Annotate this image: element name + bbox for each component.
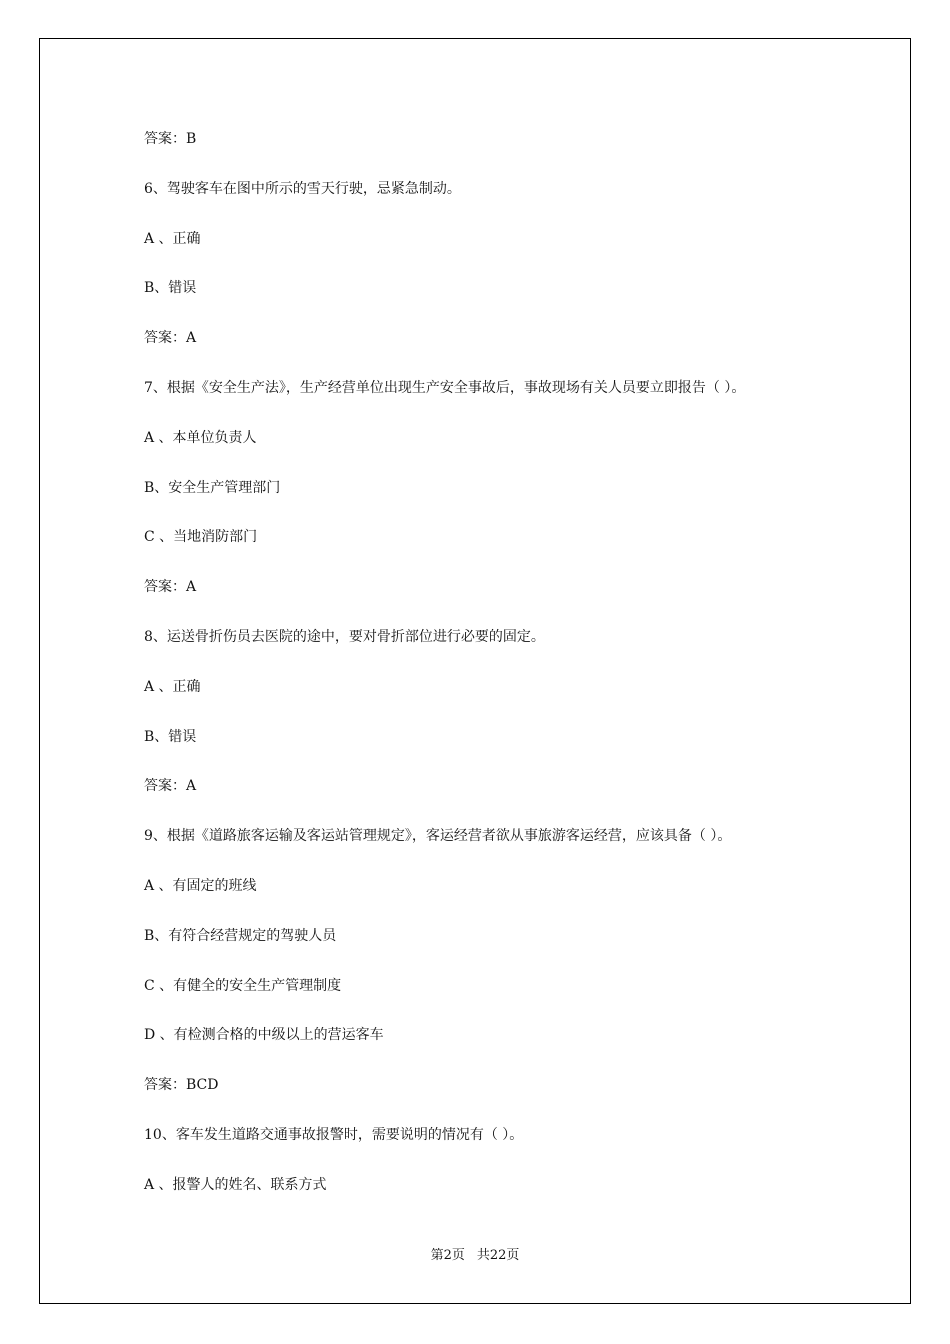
q8-option-a: A 、正确 <box>144 678 201 695</box>
q8-option-b: B、错误 <box>144 728 197 745</box>
q9-option-d: D 、有检测合格的中级以上的营运客车 <box>144 1027 384 1044</box>
question-8: 8、运送骨折伤员去医院的途中，要对骨折部位进行必要的固定。 <box>144 628 545 645</box>
q6-option-a: A 、正确 <box>144 230 201 247</box>
q7-option-a: A 、本单位负责人 <box>144 429 257 446</box>
question-10: 10、客车发生道路交通事故报警时，需要说明的情况有（ ）。 <box>144 1126 524 1143</box>
q10-option-a: A 、报警人的姓名、联系方式 <box>144 1176 327 1193</box>
q9-option-b: B、有符合经营规定的驾驶人员 <box>144 927 337 944</box>
question-6: 6、驾驶客车在图中所示的雪天行驶，忌紧急制动。 <box>144 180 461 197</box>
question-content <box>144 125 844 1221</box>
page-total: 共22页 <box>476 1248 520 1263</box>
answer-5: 答案：B <box>144 131 197 147</box>
q9-option-a: A 、有固定的班线 <box>144 877 257 894</box>
page-footer <box>0 1246 950 1266</box>
page-number: 第2页 <box>430 1248 465 1263</box>
answer-8: 答案：A <box>144 778 197 795</box>
answer-9: 答案：BCD <box>144 1077 219 1094</box>
q7-option-b: B、安全生产管理部门 <box>144 479 281 496</box>
q6-option-b: B、错误 <box>144 280 197 297</box>
question-9: 9、根据《道路旅客运输及客运站管理规定》，客运经营者欲从事旅游客运经营，应该具备（ ）。 <box>144 828 732 845</box>
question-7: 7、根据《安全生产法》，生产经营单位出现生产安全事故后，事故现场有关人员要立即报告（ ）。 <box>144 379 746 396</box>
answer-7: 答案：A <box>144 579 197 596</box>
q7-option-c: C 、当地消防部门 <box>144 529 258 546</box>
q9-option-c: C 、有健全的安全生产管理制度 <box>144 977 342 994</box>
answer-6: 答案：A <box>144 330 197 347</box>
